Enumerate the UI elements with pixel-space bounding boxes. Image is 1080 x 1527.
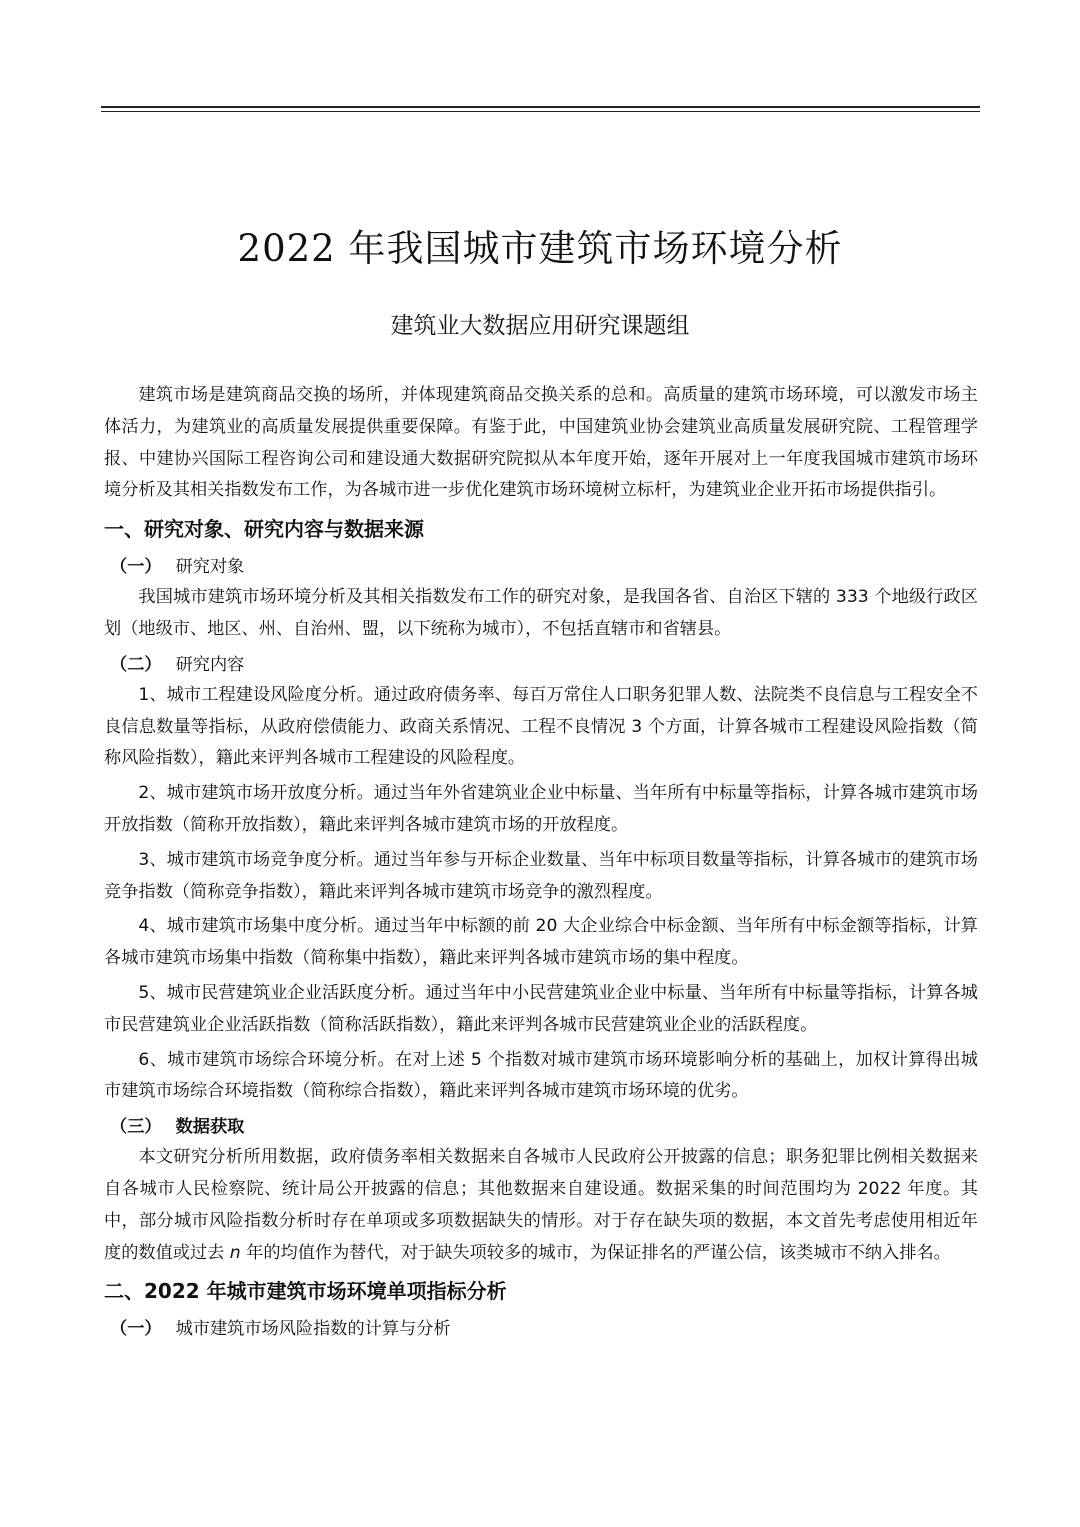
- research-item-2: 2、城市建筑市场开放度分析。通过当年外省建筑业企业中标量、当年所有中标量等指标，计算各城市建筑市场开放指数（简称开放指数），籍此来评判各城市建筑市场的开放程度。: [104, 783, 978, 835]
- section-1-sub-1-num: （一）: [110, 557, 162, 578]
- section-1-heading: 一、研究对象、研究内容与数据来源: [104, 517, 424, 542]
- header-rule-thin: [101, 111, 980, 112]
- section-2-sub-1-heading: [104, 1316, 978, 1342]
- intro-paragraph: 建筑市场是建筑商品交换的场所，并体现建筑商品交换关系的总和。高质量的建筑市场环境，可以激发市场主体活力，为建筑业的高质量发展提供重要保障。有鉴于此，中国建筑业协会建筑业高质量发展研究院、工程管理学报、中建协兴国际工程咨询公司和建设通大数据研究院拟从本年度开始，逐年开展对上一年度我国城市建筑市场环境分析及其相关指数发布工作，为各城市进一步优化建筑市场环境树立标杆，为建筑业企业开拓市场提供指引。: [104, 385, 978, 501]
- section-2-sub-1-label: 城市建筑市场风险指数的计算与分析: [175, 1319, 451, 1340]
- research-object-paragraph: 我国城市建筑市场环境分析及其相关指数发布工作的研究对象，是我国各省、自治区下辖的 333 个地级行政区划（地级市、地区、州、自治州、盟，以下统称为城市），不包括直辖市和省辖县。: [104, 587, 978, 639]
- section-2-heading: 二、2022 年城市建筑市场环境单项指标分析: [104, 1279, 507, 1304]
- section-1-sub-2-num: （二）: [110, 654, 162, 675]
- data-source-paragraph: [104, 1142, 978, 1269]
- section-1-sub-2-label: 研究内容: [175, 654, 245, 675]
- research-item-3: 3、城市建筑市场竞争度分析。通过当年参与开标企业数量、当年中标项目数量等指标，计算各城市的建筑市场竞争指数（简称竞争指数），籍此来评判各城市建筑市场竞争的激烈程度。: [104, 849, 978, 902]
- research-item-5: 5、城市民营建筑业企业活跃度分析。通过当年中小民营建筑业企业中标量、当年所有中标量等指标，计算各城市民营建筑业企业活跃指数（简称活跃指数），籍此来评判各城市民营建筑业企业的活跃程度。: [104, 982, 978, 1035]
- section-1-sub-3-num: （三）: [110, 1117, 162, 1138]
- section-1-sub-1-label: 研究对象: [175, 557, 245, 578]
- research-item-4: 4、城市建筑市场集中度分析。通过当年中标额的前 20 大企业综合中标金额、当年所有中标金额等指标，计算各城市建筑市场集中指数（简称集中指数），籍此来评判各城市建筑市场的集中程度。: [104, 916, 978, 969]
- research-item-1: 1、城市工程建设风险度分析。通过政府债务率、每百万常住人口职务犯罪人数、法院类不良信息与工程安全不良信息数量等指标，从政府偿债能力、政商关系情况、工程不良情况 3 个方面，计算各城市工程建设风险指数（简称风险指数），籍此来评判各城市工程建设的风险程度。: [104, 684, 978, 769]
- data-source-text-b: 年的均值作为替代，对于缺失项较多的城市，为保证排名的严谨公信，该类城市不纳入排名。: [240, 1242, 951, 1263]
- section-1-sub-3-label: 数据获取: [175, 1117, 245, 1138]
- data-source-text-a: 本文研究分析所用数据，政府债务率相关数据来自各城市人民政府公开披露的信息；职务犯罪比例相关数据来自各城市人民检察院、统计局公开披露的信息；其他数据来自建设通。数据采集的时间范围均为 2022 年度。其中，部分城市风险指数分析时存在单项或多项数据缺失的情形。对于存在缺失项的数据，本文首先考虑使用相近年度的数值或过去: [104, 1147, 978, 1263]
- document-body: [104, 380, 978, 1344]
- section-1-sub-1-heading: [104, 554, 978, 580]
- data-source-variable: n: [229, 1242, 241, 1263]
- section-1-sub-2-heading: [104, 652, 978, 678]
- section-2-sub-1-num: （一）: [110, 1319, 162, 1340]
- research-item-6: 6、城市建筑市场综合环境分析。在对上述 5 个指数对城市建筑市场环境影响分析的基础上，加权计算得出城市建筑市场综合环境指数（简称综合指数），籍此来评判各城市建筑市场环境的优劣。: [104, 1049, 978, 1102]
- document-title: 2022 年我国城市建筑市场环境分析: [237, 227, 843, 270]
- header-rule-thick: [101, 106, 980, 108]
- document-author: 建筑业大数据应用研究课题组: [390, 313, 690, 339]
- section-1-sub-3-heading: [104, 1114, 978, 1140]
